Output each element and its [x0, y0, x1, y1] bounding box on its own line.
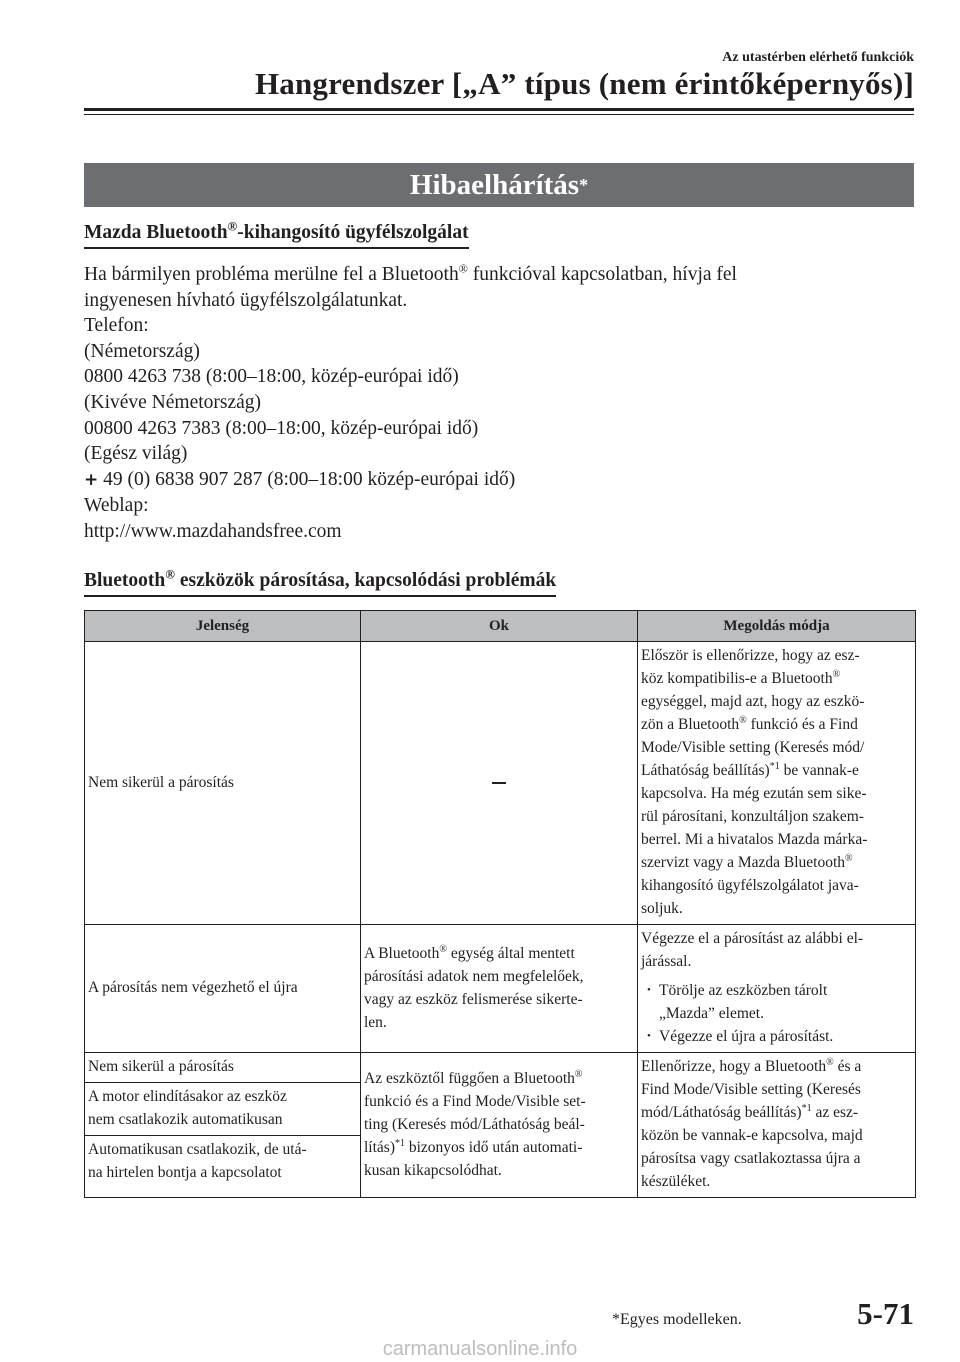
subhead-hands-free-service [84, 218, 469, 249]
solution-step: • Végezze el újra a párosítást. [641, 1025, 911, 1048]
solution-line: funkció és a Find [746, 716, 858, 733]
cause-cell [361, 925, 638, 1053]
footnote-ref: *1 [801, 1102, 812, 1114]
step-text: „Mazda” elemet. [659, 1005, 764, 1022]
solution-line: járással. [641, 953, 692, 970]
symptom-cell: Nem sikerül a párosítás [85, 1053, 361, 1083]
solution-line: Végezze el a párosítást az alábbi el- [641, 930, 864, 947]
subhead2-text: Bluetooth [84, 570, 166, 591]
solution-line: kapcsolva. Ha még ezután sem sike- [641, 785, 867, 802]
symptom-line: Automatikusan csatlakozik, de utá- [88, 1141, 307, 1158]
header-solution: Megoldás módja [638, 611, 916, 642]
section-label: Az utastérben elérhető funkciók [722, 50, 914, 65]
subhead-pairing-problems [84, 566, 557, 597]
intro-line1-end: funkcióval kapcsolatban, hívja fel [467, 264, 737, 285]
region-germany: (Németország) [84, 340, 200, 362]
intro-line1: Ha bármilyen probléma merülne fel a Bluetooth [84, 264, 459, 285]
solution-line: Ellenőrizze, hogy a Bluetooth [641, 1058, 827, 1075]
title-banner: Hibaelhárítás * [84, 163, 914, 207]
solution-cell [638, 642, 916, 925]
solution-line: kihangosító ügyfélszolgálatot java- [641, 877, 859, 894]
solution-line: mód/Láthatóság beállítás) [641, 1104, 802, 1121]
chapter-title: Hangrendszer [„A” típus (nem érintőképernyős)] [254, 66, 914, 101]
cause-line: A Bluetooth [364, 944, 440, 962]
subhead1-text: Mazda Bluetooth [84, 222, 228, 243]
solution-line: Először is ellenőrizze, hogy az esz- [641, 647, 860, 664]
header-rule [84, 108, 914, 111]
intro-text [84, 262, 914, 545]
solution-line: egységgel, majd azt, hogy az eszkö- [641, 693, 865, 710]
registered-mark: ® [227, 218, 238, 234]
registered-mark: ® [845, 852, 853, 864]
table-row [85, 642, 916, 925]
solution-line: és a [833, 1058, 862, 1075]
watermark: carmanualsonline.info [382, 1338, 578, 1360]
cause-line: egység által mentett [446, 944, 575, 962]
phone-worldwide-number: 49 (0) 6838 907 287 (8:00–18:00 közép-európai idő) [98, 468, 516, 490]
registered-mark: ® [165, 566, 175, 582]
symptom-cell: Nem sikerül a párosítás [85, 642, 361, 925]
symptom-line: A motor elindításakor az eszköz [88, 1088, 287, 1105]
subhead2-text-end: eszközök párosítása, kapcsolódási problémák [174, 570, 557, 591]
registered-mark: ® [739, 714, 747, 726]
solution-line: szervizt vagy a Mazda Bluetooth [641, 854, 846, 871]
table-row [85, 1053, 916, 1083]
solution-line: köz kompatibilis-e a Bluetooth [641, 670, 833, 687]
footnote-ref: *1 [395, 1137, 405, 1149]
header-rule-thin [84, 114, 914, 115]
cause-line: bizonyos idő után automati- [405, 1138, 583, 1156]
solution-line: közön be vannak-e kapcsolva, majd [641, 1127, 863, 1144]
header-cause: Ok [361, 611, 638, 642]
cause-line: kusan kikapcsolódhat. [364, 1161, 502, 1179]
symptom-line: nem csatlakozik automatikusan [88, 1111, 283, 1128]
cause-cell [361, 642, 638, 925]
cause-line: len. [364, 1013, 387, 1031]
cause-line: ting (Keresés mód/Láthatóság beál- [364, 1115, 585, 1133]
registered-mark: ® [458, 261, 468, 276]
page-number: 5-71 [857, 1296, 914, 1331]
solution-line: párosítsa vagy csatlakoztassa újra a [641, 1150, 861, 1167]
solution-line: Mode/Visible setting (Keresés mód/ [641, 739, 865, 756]
registered-mark: ® [832, 668, 841, 680]
website-url[interactable]: http://www.mazdahandsfree.com [84, 520, 342, 542]
region-worldwide: (Egész világ) [84, 443, 188, 465]
cause-cell [361, 1053, 638, 1198]
solution-line: Find Mode/Visible setting (Keresés [641, 1081, 861, 1098]
page-title: Hibaelhárítás [409, 168, 580, 201]
registered-mark: ® [826, 1056, 834, 1068]
plus-icon: + [84, 469, 99, 490]
header-symptom: Jelenség [85, 611, 361, 642]
phone-worldwide [84, 467, 914, 494]
footnote: *Egyes modelleken. [612, 1311, 742, 1328]
solution-line: soljuk. [641, 900, 683, 917]
troubleshooting-table [84, 610, 916, 1198]
solution-line: be vannak-e [779, 762, 859, 779]
solution-line: rül párosítani, konzultáljon szakem- [641, 808, 864, 825]
phone-germany: 0800 4263 738 (8:00–18:00, közép-európai idő) [84, 366, 459, 388]
solution-line: Láthatóság beállítás) [641, 762, 770, 779]
step-text: Törölje az eszközben tárolt [659, 982, 828, 999]
solution-cell [638, 1053, 916, 1198]
registered-mark: ® [574, 1068, 583, 1080]
solution-line: készüléket. [641, 1173, 711, 1190]
symptom-cell [85, 1083, 361, 1136]
symptom-cell [85, 1136, 361, 1198]
solution-steps [641, 979, 911, 1048]
web-label: Weblap: [84, 495, 149, 517]
registered-mark: ® [439, 943, 447, 955]
phone-outside-germany: 00800 4263 7383 (8:00–18:00, közép-európai idő) [84, 417, 479, 439]
solution-line: az esz- [811, 1104, 859, 1121]
intro-line [84, 262, 914, 288]
region-outside-germany: (Kivéve Németország) [84, 391, 262, 413]
solution-line: berrel. Mi a hivatalos Mazda márka- [641, 831, 868, 848]
cause-line: párosítási adatok nem megfelelőek, [364, 967, 584, 985]
symptom-cell: A párosítás nem végezhető el újra [85, 925, 361, 1053]
symptom-line: na hirtelen bontja a kapcsolatot [88, 1164, 282, 1181]
cause-line: funkció és a Find Mode/Visible set- [364, 1092, 586, 1110]
cause-line: lítás) [364, 1138, 395, 1156]
footnote-ref: *1 [769, 760, 780, 772]
solution-cell [638, 925, 916, 1053]
em-dash [492, 782, 506, 784]
table-row [85, 925, 916, 1053]
intro-line2: ingyenesen hívható ügyfélszolgálatunkat. [84, 289, 408, 311]
subhead1-text-end: -kihangosító ügyfélszolgálat [237, 222, 469, 243]
phone-label: Telefon: [84, 315, 149, 337]
solution-line: zön a Bluetooth [641, 716, 740, 733]
solution-step [641, 979, 911, 1025]
cause-line: vagy az eszköz felismerése sikerte- [364, 990, 583, 1008]
cause-line: Az eszköztől függően a Bluetooth [364, 1069, 575, 1087]
table-header-row [85, 611, 916, 642]
